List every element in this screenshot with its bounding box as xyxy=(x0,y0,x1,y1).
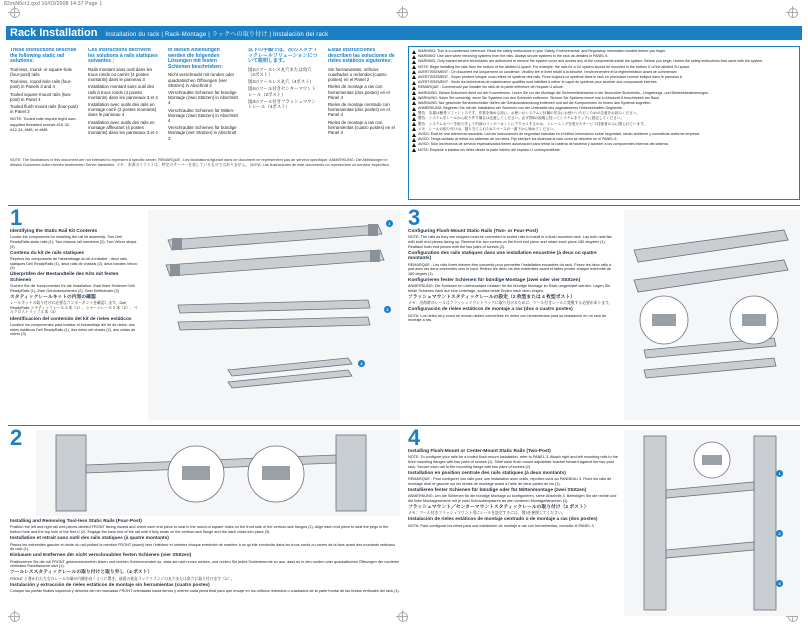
intro-line: 図4のツール付きセンターマウントレール（2ポスト） xyxy=(248,86,316,97)
rail-kit-illustration xyxy=(148,210,400,420)
step2-text xyxy=(10,518,400,618)
intro-heading: Estas instrucciones describen las soluciones de rieles estáticos siguientes: xyxy=(328,48,395,65)
step-heading: Identificación del contenido del kit de rieles estáticos xyxy=(10,316,132,322)
warning-row: メモ：レールの取り付けは、割り当てられたUスペースの一番下から始めてください。 xyxy=(412,127,796,132)
step-heading: Installing and Removing Tool-less Static Rails (Four-Post) xyxy=(10,519,142,524)
step-body: Position the left and right rail end pieces labeled FRONT facing inward and orient each end piece to seat in the round or square holes on the front side of the vertical rack flanges (1). Align each end piece to seat the pegs in the bottom hole and the top hole of the first U (2). Engage the back end of the rail until it fully seats on the vertical rack flange and the latch clicks into place (3). xyxy=(10,525,389,534)
warning-icon xyxy=(412,50,416,54)
step-body: メモ：出荷時のレールはフラッシュマウントラックに取り付けるために、ツール付きレールに変換する必要があります。 xyxy=(408,301,613,306)
warning-icon xyxy=(412,75,416,79)
two-post-rail-illustration xyxy=(624,430,800,616)
warning-icon xyxy=(412,81,416,85)
divider xyxy=(8,425,800,426)
warning-row: AVERTISSEMENT : Seuls les techniciens de maintenance qualifiés sont habilités à retirer le capot du système pour accéder aux composants internes. xyxy=(412,80,796,85)
warning-icon xyxy=(412,65,416,69)
warning-icon xyxy=(412,117,416,121)
step-heading: Installing Flush-Mount or Center-Mount Static Rails (Two-Post) xyxy=(408,449,551,454)
intro-line: Installation avec outils des rails en montage carré (2 postes montants) dans le panneau 4 xyxy=(88,102,157,118)
step-body: NOTA: Para configurar los rieles para una instalación de montaje a ras con herramientas, consulte el PANEL 3. xyxy=(408,523,595,528)
warning-row: AVERTISSEMENT : Ce document est uniquement un condensé. Veuillez lire le livret relatif à la sécurité, l'environnement et la réglementation avant de commencer. xyxy=(412,70,796,75)
print-slug: 82xxN0cr1.qxd 10/03/2008 14:37 Page 1 xyxy=(4,1,103,7)
intro-line: Verschraubte Schienen für bündige Montage (vier Stützen) in Abschnitt 3 xyxy=(168,125,237,141)
warning-row: WARNING: Only trained service technicians are authorized to remove the system cover and access any of the components inside the system. Before you begin, review the safety instructions that came with the system. xyxy=(412,59,796,64)
warning-icon xyxy=(412,107,416,111)
callout-3: 3 xyxy=(358,360,365,367)
step-heading: フラッシュマウントスタティックレールの設定（2 枚型または 4 枚型ポスト） xyxy=(408,294,575,300)
warning-icon xyxy=(412,101,416,105)
step-body: Positionieren Sie die mit FRONT gekennzeichneten linken und rechten Schienenenden so, dass sie nach innen weisen, und richten Sie jedes Schienenende so aus, dass es in den runden oder quadratischen Öffnungen der vorderen vertikalen Rackflansche sitzt (1). xyxy=(10,559,400,569)
intro-line: Rieles de montaje a ras con herramientas (cuatro postes) en el Panel 3 xyxy=(328,119,395,136)
intro-line: 図2のツールレス丸穴または角穴（4ポスト） xyxy=(248,66,312,77)
intro-line: 図3のツールレス丸穴（4ポスト） xyxy=(248,79,314,85)
step-body: Placez les extrémités gauche et droite du rail portant la mention FRONT (avant) vers l'intérieur et orientez chaque extrémité de manière à ce qu'elle s'emboîte dans les trous ronds ou carrés de la face avant des montants verticaux du rack (1). xyxy=(10,542,396,552)
crop-mark-icon xyxy=(10,8,20,18)
step-body: メモ：ツール付きフラッシュマウント用にレールを設定するには、図3を参照してください。 xyxy=(408,511,566,516)
step-heading: Installation en position centrale des rails statiques (à deux montants) xyxy=(408,470,566,476)
warning-row: 警告：本書は簡易リファレンスです。作業を始める前に、お使いのシステムに付属の安全にお使いいただくための注意をお読みください。 xyxy=(412,111,796,116)
callout-2: 2 xyxy=(384,306,391,313)
warning-row: NOTA: Empiece a instalar los rieles desde la parte inferior del espacio U correspondiente. xyxy=(412,148,796,153)
step-body: Suchen Sie die Komponenten für die Installation: Zwei feste Schienen Dell ReadyRails (1), Zwei Gehäuseschienen (2), Zwei Klettbänder (3) xyxy=(10,284,135,293)
step-heading: Configuración de rieles estáticos de montaje a ras (dos o cuatro postes) xyxy=(408,307,573,313)
step-heading: ツールレススタティックレールの取り付けと取り外し（4 ポスト） xyxy=(10,570,153,576)
intro-line: Installation montant sans outil des rails à trous ronds (4 postes montants) dans les panneaux 3 et 4 xyxy=(88,84,158,100)
step-body: REMARQUE : Pour configurer vos rails pour une installation avec outils, reportez-vous au PANNEAU 3. Fixez les rails de montage droit et gauche sur les brides de montage avant à l'aide de deux paires de vis (1). xyxy=(408,477,612,486)
step-heading: Contenu du kit de rails statiques xyxy=(10,250,85,256)
intro-heading: Ces instructions décrivent les solutions à rails statiques suivantes : xyxy=(88,48,158,65)
step-number-4: 4 xyxy=(408,425,421,450)
intro-line: Rails montant sans outil dans les trous ronds ou carrés (4 postes montants) dans le panneau 3 xyxy=(88,66,153,83)
step-number-2: 2 xyxy=(10,425,23,450)
intro-column-fr xyxy=(88,48,158,156)
intro-note: NOTE: Tooled rails require eight user-supplied threaded screws #10-32, #12-24, #M5, or #M6. xyxy=(10,116,78,132)
tool-less-rail-illustration xyxy=(36,430,400,516)
step3-text xyxy=(408,228,618,423)
warning-row: WARNUNG: Seien Sie vorsichtig, wenn Sie Systeme von den Schienen entfernen. Sichern Sie Systeme immer wie in Abschnitt 6 beschrieben am Rack. xyxy=(412,96,796,101)
callout-1: 1 xyxy=(776,470,783,477)
step-heading: フラッシュマウント／センターマウントスタティックレールの取り付け（2 ポスト） xyxy=(408,504,589,510)
step-body: Repérez les composants de l'assemblage du kit à installer : deux rails statiques Dell ReadyRails (1), deux rails de châssis (2), deux bandes Velcro (3) xyxy=(10,257,138,271)
intro-column-en xyxy=(10,48,78,156)
step-heading: Installation et retrait sans outil des rails statiques (à quatre montants) xyxy=(10,536,169,542)
intro-heading: 以下の手順では、次のスタティックレールソリューションについて説明します。 xyxy=(248,48,318,65)
step-heading: Configuration des rails statiques dans une installation encastrée (à deux ou quatre montants) xyxy=(408,250,597,262)
step-body: Localice los componentes para instalar el ensamblaje del kit de rieles: dos rieles estáticos Dell ReadyRails (1), dos rieles del chasis (2), dos cintas de velcro (3) xyxy=(10,322,136,337)
warning-row: REMARQUE : Commencez par installer les rails de la partie inférieure de l'espace U alloué. xyxy=(412,85,796,90)
page-title: Rack Installation xyxy=(10,27,98,39)
step-body: ANMERKUNG: Die Schienen im Lieferzustand müssen für die bündige Montage im Rack umgerüstet werden. Legen Sie beide Schienen flach auf eine Unterlage, sodass beide Enden nach oben zeigen. xyxy=(408,284,611,293)
intro-line: Tooled square-mount rails (two-post) in Panel 4 xyxy=(10,91,72,102)
intro-line: Nicht verschraubt mit runden oder quadratischen Öffnungen (vier Stützen) in Abschnitt 2 xyxy=(168,72,235,88)
illustration-note: NOTE: The illustrations in this document are not intended to represent a specific server. REMARQUE : Les illustrations figurant dans ce document ne représentent pas de serveur spécifique. ANMERKUNG: Die Abbildungen in diesem Dokument sollen keinen bestimmten Server darstellen. メモ：本書のイラストは、特定のサーバーを表しているものではありません。 NOTA: Las ilustraciones de este documento no representan un servidor específico. xyxy=(10,158,390,167)
warning-row: AVERTISSEMENT : Soyez prudent lorsque vous retirez ce système des rails. Fixez toujours ce système dans le rack en procédant comme indiqué dans le panneau 6. xyxy=(412,75,796,80)
warning-row: AVISO: Esta es una referencia resumida. Lea las instrucciones de seguridad incluidas en el folleto Información sobre seguridad, medio ambiente y normativas antes de empezar. xyxy=(412,132,796,137)
flush-mount-config-illustration xyxy=(624,210,800,420)
step4-text xyxy=(408,448,618,618)
warning-row: WARNUNG: Dieses Dokument dient nur der Kurzreferenz. Lesen Sie vor der Montage die Sicherheitshinweise in der Broschüre Sicherheits-, Umgebungs- und Betriebsbestimmungen. xyxy=(412,91,796,96)
flush-mount-drawing xyxy=(624,210,800,420)
warning-icon xyxy=(412,86,416,90)
step-heading: Einbauen und Entfernen der nicht verschraubten festen Schienen (vier Stützen) xyxy=(10,553,192,559)
step-body: レールキットの取り付けに必要なコンポーネントを確認します。Dell ReadyRails スタティックレール 2 本（1）、シャーシレール 2 本（2）、ベルクロストラップ 2 本（3） xyxy=(10,301,138,315)
intro-line: Verschraubte Schienen für bündige Montage (zwei Stützen) in Abschnitt 4 xyxy=(168,89,238,106)
safety-warnings-box xyxy=(408,46,800,200)
step-heading: Instalación de rieles estáticos de montaje centrado o de montaje a ras (dos postes) xyxy=(408,517,598,523)
two-post-drawing xyxy=(624,430,800,616)
step-number-1: 1 xyxy=(10,205,23,230)
divider xyxy=(8,205,800,206)
warning-icon xyxy=(412,133,416,137)
warning-row: AVISO: Tenga cuidado al retirar los sistemas de los rieles. Fije siempre los sistemas al rack como se describe en el PANEL 6. xyxy=(412,137,796,142)
warning-icon xyxy=(412,55,416,59)
warning-row: ANMERKUNG: Beginnen Sie mit der Installation der Schienen von der Unterseite des zugewiesenen Höheneinheiten-Segments. xyxy=(412,106,796,111)
step-heading: Instalación y extracción de rieles estáticos de montaje sin herramientas (cuatro postes) xyxy=(10,582,210,588)
crop-mark-icon xyxy=(398,8,408,18)
warning-icon xyxy=(412,127,416,131)
warning-row: AVISO: Sólo los técnicos de servicio especializados tienen autorización para retirar la cubierta del sistema y acceder a los componentes internos del sistema. xyxy=(412,142,796,147)
warning-row: 警告：システムカバーを取り外して内部のコンポーネントにアクセスするのは、トレーニングを受けたサービス技術者のみに限られています。 xyxy=(412,122,796,127)
step-body: ANMERKUNG: Um die Schienen für die bündige Montage zu konfigurieren, siehe Abschnitt 3. Befestigen Sie die rechte und die linke Montageschiene mit je zwei Schraubenpaaren an den vorderen Montageflanschen (1). xyxy=(408,494,617,503)
intro-column-de xyxy=(168,48,238,156)
step-body: NOTA: Los rieles tal y como se envían deben convertirse en rieles con herramientas para su instalación en un rack de montaje a ras. xyxy=(408,313,607,323)
intro-line: Verschraubte Schienen für Mitten-Montage (zwei Stützen) in Abschnitt 4 xyxy=(168,107,238,123)
intro-column-es xyxy=(328,48,400,156)
intro-line: Tool-less, round- or square-hole (four-post) rails xyxy=(10,66,72,77)
warning-row: WARNING: Use care when removing systems from the rails. Always secure systems to the rack as detailed in PANEL 6. xyxy=(412,54,796,59)
step-heading: Überprüfen der Bestandteile des Kits mit festen Schienen xyxy=(10,272,119,283)
callout-1: 1 xyxy=(386,220,393,227)
step-body: NOTE: To configure your rails for a tooled flush-mount installation, refer to PANEL 3. Attach right and left mounting rails to the front mounting flanges with two pairs of screws (1). Slide each flush-mount adjustable bracket forward against the two-post rack. Secure each rail to the mounting flange with two pairs of screws (2). xyxy=(408,455,618,469)
step-heading: スタティックレールキットの内容の確認 xyxy=(10,294,96,300)
callout-3: 3 xyxy=(776,580,783,587)
warning-icon xyxy=(412,122,416,126)
intro-line: Installation avec outils des rails en montage affleurant (4 postes montants) dans les panneaux 3 et 4 xyxy=(88,119,158,136)
step-heading: Installieren fester Schienen für bündige oder für Mittenmontage (zwei Stützen) xyxy=(408,487,587,493)
step-heading: Konfigurieren fester Schienen für bündige Montage (zwei oder vier Stützen) xyxy=(408,277,581,283)
intro-line: Rieles de montaje a ras con herramientas (dos postes) en el Panel 4 xyxy=(328,84,390,100)
intro-line: Tooled flush-mount rails (four-post) in Panel 3 xyxy=(10,104,78,115)
warning-icon xyxy=(412,70,416,74)
warning-icon xyxy=(412,148,416,152)
step-heading: Identifying the Static Rail Kit Contents xyxy=(10,229,98,234)
step-number-3: 3 xyxy=(408,205,421,230)
step-body: Locate the components for installing the rail kit assembly: Two Dell ReadyRails static rails (1); Two chassis rail members (2); Two Velcro straps (3) xyxy=(10,235,137,249)
tool-less-rail-drawing xyxy=(36,430,400,516)
page-subtitles: Installation du rack | Rack-Montage | ラックへの取り付け | Instalación del rack xyxy=(105,31,329,38)
step1-text xyxy=(10,228,138,423)
warning-icon xyxy=(412,96,416,100)
title-banner xyxy=(6,26,802,40)
warning-icon xyxy=(412,112,416,116)
step-body: REMARQUE : Les rails livrés doivent être convertis pour permettre l'installation encastrée du rack. Posez les deux rails à plat avec les deux extrémités vers le haut. Retirez les deux vis des extrémités avant et faites pivoter chaque extrémité de 180 degrés (1). xyxy=(408,262,612,276)
warning-icon xyxy=(412,143,416,147)
step-heading: Configuring Flush-Mount Static Rails (Two- or Four-Post) xyxy=(408,229,538,234)
step-body: NOTE: The rails as they are shipped must be converted to tooled rails to install in a flush-mounted rack. Lay both rails flat with both end pieces facing up. Remove the two screws on the front end piece and rotate each piece 180 degrees (1). Reattach both end pieces with the two pairs of screws (2). xyxy=(408,235,612,249)
warning-row: NOTE: Begin installing the rails from the bottom of the allotted U-space. For example, the rails for a 2U system should be mounted in the bottom U of the allotted 2U space. xyxy=(412,65,796,70)
warning-row: WARNING: This is a condensed reference. Read the safety instructions in your Safety, Environmental, and Regulatory Information booklet before you begin. xyxy=(412,49,796,54)
warning-icon xyxy=(412,60,416,64)
crop-mark-icon xyxy=(788,8,798,18)
warning-row: 警告：システムをレールから取り外す場合は注意してください。必ず図6の説明に従ってシステムをラックに固定してください。 xyxy=(412,116,796,121)
intro-heading: These instructions describe the following static rail solutions: xyxy=(10,48,77,65)
callout-2: 2 xyxy=(776,530,783,537)
intro-column-ja xyxy=(248,48,318,156)
intro-heading: In diesen Anleitungen werden die folgenden Lösungen mit festen Schienen beschrieben: xyxy=(168,48,223,70)
warning-row: WARNUNG: Nur geschulte Servicetechniker dürfen die Gehäuseabdeckung entfernen und auf die Komponenten im Innern des Systems zugreifen. xyxy=(412,101,796,106)
rail-kit-drawing xyxy=(148,210,400,420)
intro-line: 図3のツール付きフラッシュマウントレール（4ポスト） xyxy=(248,98,316,109)
step-body: Coloque las piezas finales izquierda y derecha del riel marcadas FRONT orientadas hacia dentro y oriente cada pieza final para que encaje en los orificios redondos o cuadrados de la parte frontal de las bridas verticales del rack (1). xyxy=(10,589,400,594)
intro-line: Sin herramientas, orificios cuadrados o redondos (cuatro postes) en el Panel 2 xyxy=(328,66,387,83)
warning-icon xyxy=(412,91,416,95)
step-body: FRONT と書かれた左右のレールの端が内側を向くように置き、前面の垂直ラックフランジの丸穴または角穴に取り付けます（1）。 xyxy=(10,576,235,581)
warning-icon xyxy=(412,138,416,142)
intro-line: Tool-less, round-hole rails (four-post) in Panels 3 and 4 xyxy=(10,79,72,90)
intro-line: Rieles de montaje centrado con herramientas (dos postes) en el Panel 4 xyxy=(328,102,390,118)
